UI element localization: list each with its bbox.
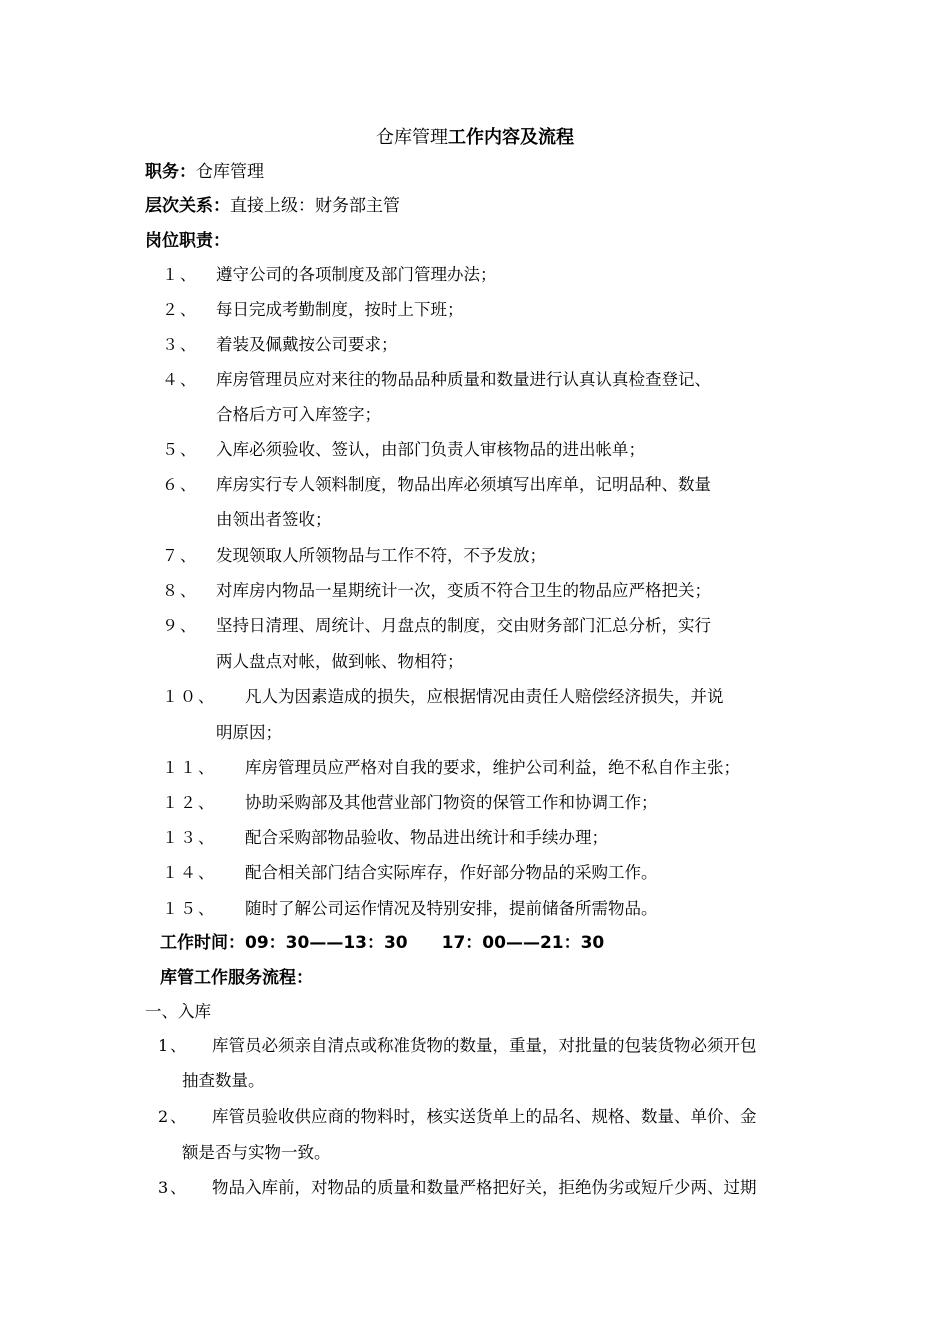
inbound-number: 3、: [158, 1178, 189, 1197]
inbound-text: 库管员验收供应商的物料时，核实送货单上的品名、规格、数量、单价、金: [212, 1107, 757, 1126]
duty-text: 遵守公司的各项制度及部门管理办法；: [216, 265, 497, 284]
duty-text: 由领出者签收；: [216, 510, 332, 529]
position-label: 职务：: [145, 162, 196, 182]
duty-text: 随时了解公司运作情况及特别安排，提前储备所需物品。: [245, 899, 658, 918]
document-title: [0, 126, 950, 150]
duty-number: １０、: [162, 687, 217, 706]
inbound-number: 2、: [158, 1107, 189, 1126]
duty-number: １１、: [162, 758, 217, 777]
duty-text: 协助采购部及其他营业部门物资的保管工作和协调工作；: [245, 793, 658, 812]
duty-number: ２、: [162, 300, 199, 319]
flow-heading: 库管工作服务流程：: [160, 968, 313, 988]
duty-text: 配合采购部物品验收、物品进出统计和手续办理；: [245, 828, 608, 847]
duty-number: １、: [162, 265, 199, 284]
duty-number: ３、: [162, 335, 199, 354]
duties-heading: 岗位职责：: [145, 231, 230, 251]
duty-number: ５、: [162, 440, 199, 459]
inbound-text: 额是否与实物一致。: [182, 1143, 331, 1162]
duty-text: 库房管理员应严格对自我的要求，维护公司利益，绝不私自作主张；: [245, 758, 740, 777]
duty-text: 发现领取人所领物品与工作不符，不予发放；: [216, 546, 546, 565]
duty-number: ７、: [162, 546, 199, 565]
duty-number: １５、: [162, 899, 217, 918]
hierarchy-row: [145, 194, 400, 218]
duty-text: 库房管理员应对来往的物品品种质量和数量进行认真认真检查登记、: [216, 370, 711, 389]
position-row: [145, 160, 264, 184]
duty-number: ６、: [162, 475, 199, 494]
title-part-2: 工作内容及流程: [448, 127, 574, 148]
inbound-text: 抽查数量。: [182, 1071, 265, 1090]
hierarchy-label: 层次关系：: [145, 196, 230, 216]
hierarchy-value: 直接上级：财务部主管: [230, 196, 400, 216]
duty-text: 库房实行专人领料制度，物品出库必须填写出库单，记明品种、数量: [216, 475, 711, 494]
duty-text: 明原因；: [216, 723, 282, 742]
duty-text: 对库房内物品一星期统计一次，变质不符合卫生的物品应严格把关；: [216, 581, 711, 600]
duty-number: ４、: [162, 370, 199, 389]
duty-text: 入库必须验收、签认，由部门负责人审核物品的进出帐单；: [216, 440, 645, 459]
duty-number: １２、: [162, 793, 217, 812]
inbound-number: 1、: [158, 1036, 189, 1055]
inbound-heading: 一、入库: [145, 1002, 211, 1021]
duty-text: 配合相关部门结合实际库存，作好部分物品的采购工作。: [245, 863, 658, 882]
duty-text: 坚持日清理、周统计、月盘点的制度，交由财务部门汇总分析，实行: [216, 616, 711, 635]
inbound-text: 物品入库前，对物品的质量和数量严格把好关，拒绝伪劣或短斤少两、过期: [212, 1178, 757, 1197]
title-part-1: 仓库管理: [376, 127, 448, 148]
duty-text: 凡人为因素造成的损失，应根据情况由责任人赔偿经济损失，并说: [245, 687, 724, 706]
duty-number: １４、: [162, 863, 217, 882]
position-value: 仓库管理: [196, 162, 264, 182]
duty-number: １３、: [162, 828, 217, 847]
duty-number: ９、: [162, 616, 199, 635]
inbound-text: 库管员必须亲自清点或称准货物的数量，重量，对批量的包装货物必须开包: [212, 1036, 757, 1055]
duty-text: 着装及佩戴按公司要求；: [216, 335, 398, 354]
duty-number: ８、: [162, 581, 199, 600]
duty-text: 每日完成考勤制度，按时上下班；: [216, 300, 464, 319]
work-time: 工作时间：09：30——13：30 17：00——21：30: [160, 933, 605, 953]
duty-text: 两人盘点对帐，做到帐、物相符；: [216, 652, 464, 671]
duty-text: 合格后方可入库签字；: [216, 405, 381, 424]
